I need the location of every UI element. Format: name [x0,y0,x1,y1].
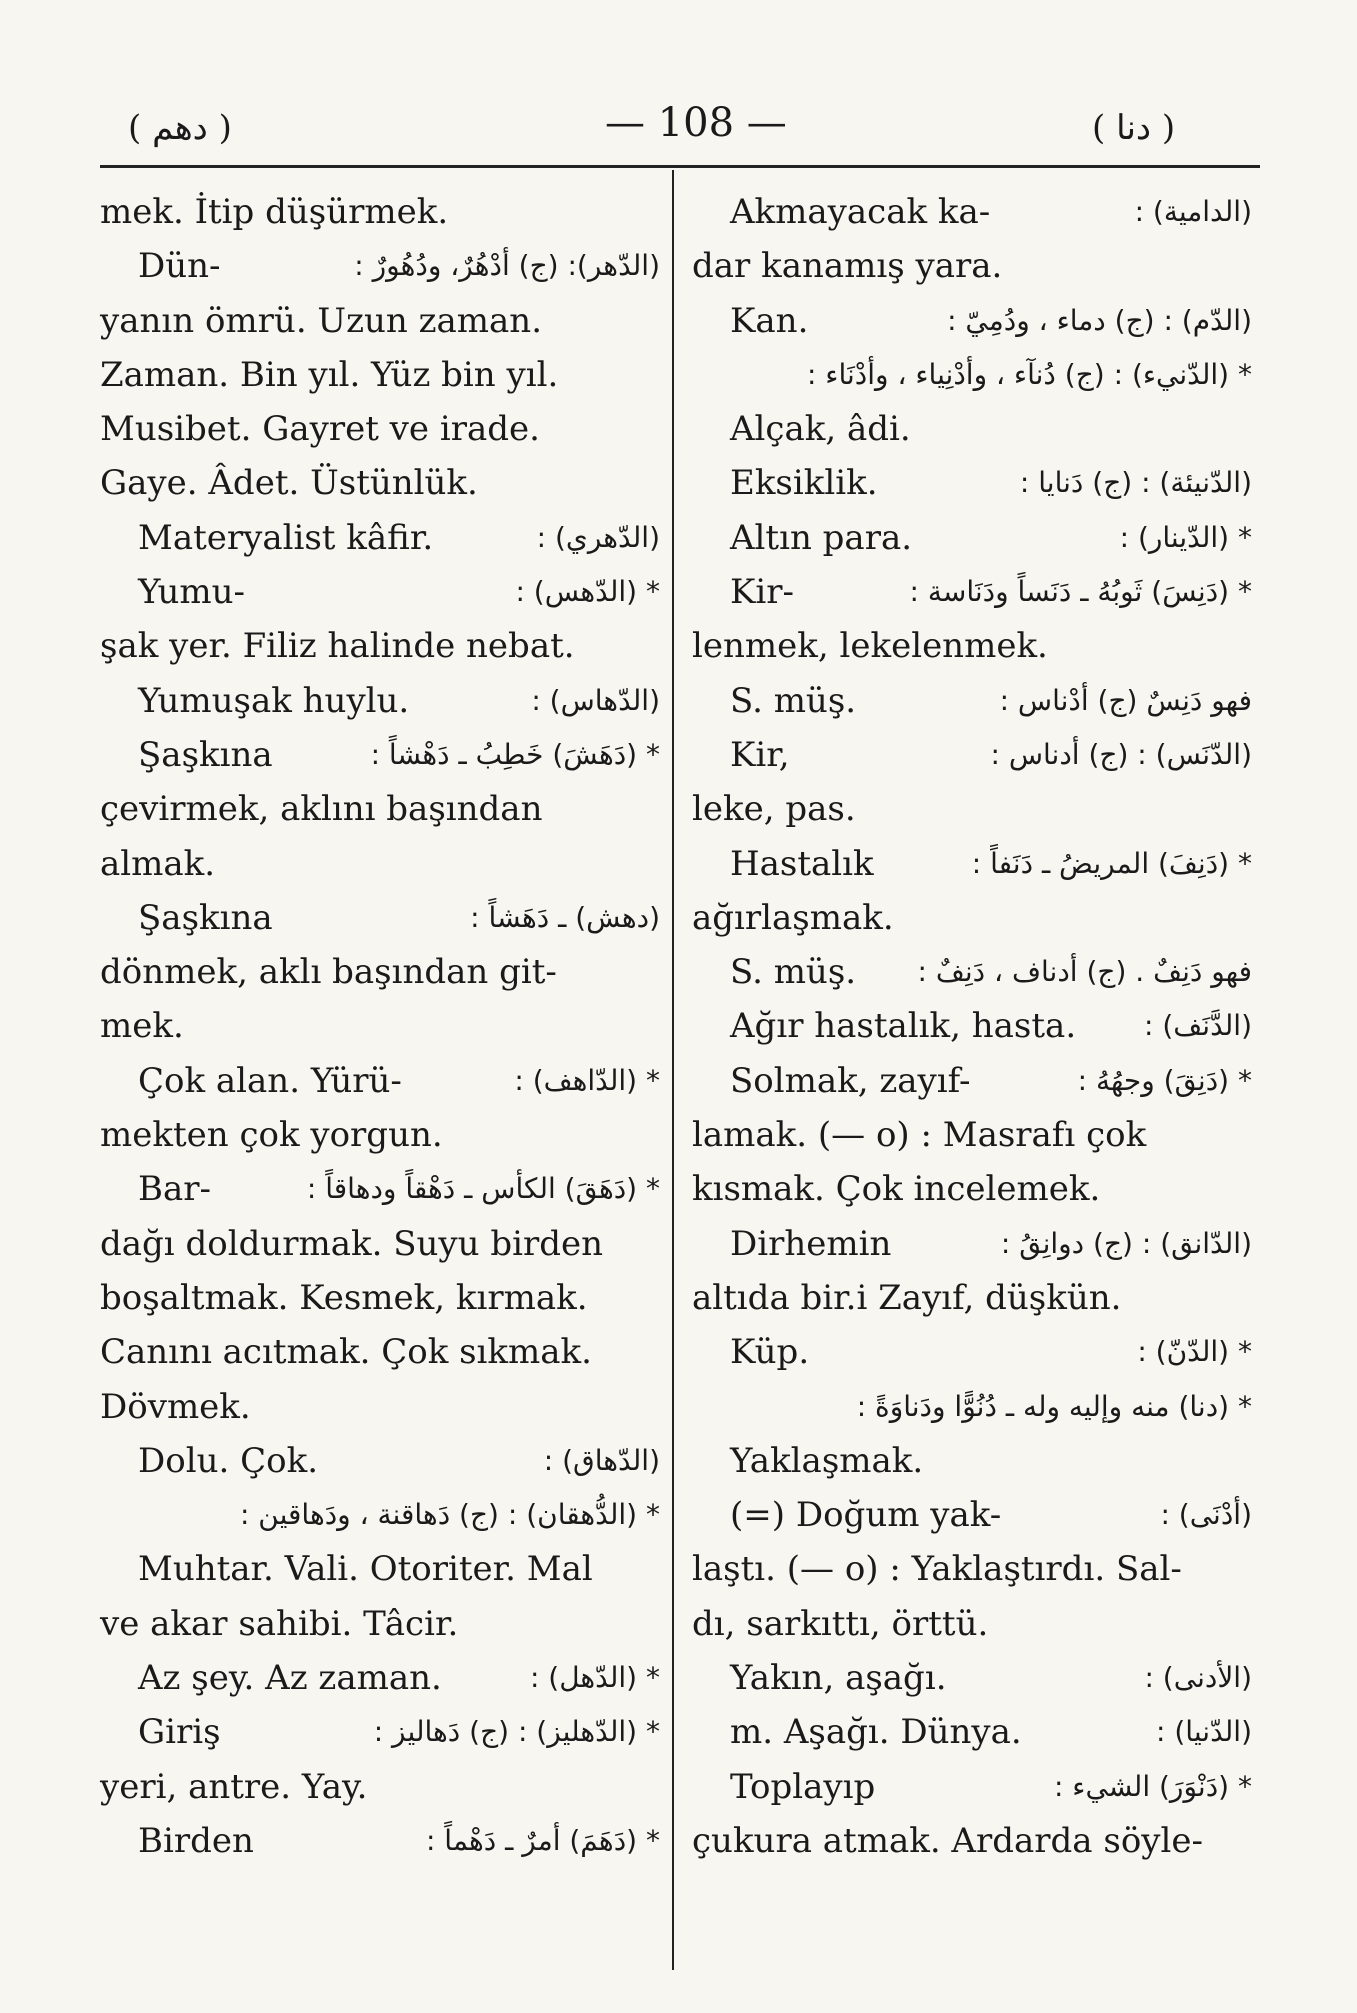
turkish-text: Alçak, âdi. [730,409,911,450]
turkish-text: Şaşkına [138,897,273,938]
dictionary-line [100,1162,660,1216]
turkish-text: Çok alan. Yürü- [138,1060,402,1101]
turkish-text: Dirhemin [730,1223,892,1264]
turkish-text: mek. İtip düşürmek. [100,192,449,232]
dictionary-line [100,402,660,456]
arabic-headword: * (دَهَقَ) الكأس ـ دَهْقاً ودهاقاً : [306,1172,660,1206]
dictionary-line [692,1488,1252,1542]
right-column [692,185,1252,1868]
dictionary-line [692,1760,1252,1814]
turkish-text: Muhtar. Vali. Otoriter. Mal [138,1549,593,1590]
dictionary-line [100,1597,660,1651]
turkish-text: şak yer. Filiz halinde nebat. [100,626,575,667]
dictionary-line [100,1380,660,1434]
turkish-text: almak. [100,843,216,884]
dictionary-line [692,1162,1252,1216]
arabic-headword: (الدّهاق) : [543,1443,660,1477]
arabic-headword: (الأدنى) : [1144,1661,1252,1695]
dictionary-line [100,999,660,1053]
turkish-text: dı, sarkıttı, örttü. [692,1603,989,1644]
turkish-text: Altın para. [730,517,913,558]
dictionary-line [692,674,1252,728]
arabic-headword: (الدّهر): (ج) أدْهُرٌ، ودُهُورٌ : [354,249,660,283]
dictionary-line [100,1108,660,1162]
header-right-keyword: ( دنا ) [1092,108,1176,148]
arabic-headword: (الدّنَس) : (ج) أدناس : [990,737,1252,771]
turkish-text: Az şey. Az zaman. [138,1658,442,1699]
turkish-text: Yakın, aşağı. [730,1658,947,1699]
turkish-text: leke, pas. [692,789,856,830]
turkish-text: boşaltmak. Kesmek, kırmak. [100,1277,588,1318]
arabic-headword: * (الدّهس) : [515,575,660,609]
turkish-text: dönmek, aklı başından git- [100,952,557,993]
turkish-text: Eksiklik. [730,463,878,504]
dictionary-line [100,1488,660,1542]
dictionary-line [692,1217,1252,1271]
turkish-text: Canını acıtmak. Çok sıkmak. [100,1332,592,1373]
arabic-headword: * (دَهَشَ) خَطِبُ ـ دَهْشاً : [370,737,660,771]
dictionary-line [692,891,1252,945]
turkish-text: yanın ömrü. Uzun zaman. [100,300,542,341]
arabic-headword: * (الدُّهقان) : (ج) دَهاقنة ، ودَهاقين : [239,1498,660,1532]
dictionary-line [100,728,660,782]
dictionary-line [100,565,660,619]
dictionary-line [100,1325,660,1379]
arabic-headword: * (دَنِفَ) المريضُ ـ دَنَفاً : [971,846,1252,880]
turkish-text: dağı doldurmak. Suyu birden [100,1223,604,1264]
arabic-headword: (الدّنيئة) : (ج) دَنايا : [1019,466,1252,500]
turkish-text: ağırlaşmak. [692,897,894,938]
turkish-text: Gaye. Âdet. Üstünlük. [100,463,478,504]
turkish-text: Akmayacak ka- [730,192,991,232]
page-header [0,0,1357,175]
arabic-headword: * (دَنِسَ) ثَوبُهُ ـ دَنَساً ودَنَاسة : [909,575,1252,609]
dictionary-line [692,185,1252,239]
dictionary-line [692,1651,1252,1705]
turkish-text: mekten çok yorgun. [100,1115,443,1156]
dictionary-line [692,837,1252,891]
dictionary-line [100,1705,660,1759]
turkish-text: Materyalist kâfir. [138,517,434,558]
dictionary-line [692,294,1252,348]
turkish-text: kısmak. Çok incelemek. [692,1169,1101,1210]
turkish-text: Toplayıp [730,1766,876,1807]
arabic-headword: * (الدّهل) : [529,1661,660,1695]
arabic-headword: فهو دَنِسٌ (ج) أدْناس : [999,683,1252,717]
turkish-text: çevirmek, aklını başından [100,789,543,830]
arabic-headword: * (الدّهليز) : (ج) دَهاليز : [373,1715,660,1749]
turkish-text: yeri, antre. Yay. [100,1766,368,1807]
dictionary-line [692,402,1252,456]
column-divider [672,170,674,1970]
arabic-headword: (أدْنَى) : [1160,1498,1252,1532]
left-column [100,185,660,1868]
dictionary-line [692,239,1252,293]
arabic-headword: (الدّهري) : [536,520,660,554]
dictionary-line [100,837,660,891]
dictionary-line [100,185,660,239]
dictionary-line [100,1054,660,1108]
arabic-headword: (الدّانق) : (ج) دوانِقُ : [1000,1226,1252,1260]
page-number: — 108 — [605,100,787,146]
dictionary-line [100,674,660,728]
turkish-text: ve akar sahibi. Tâcir. [100,1603,459,1644]
dictionary-line [692,619,1252,673]
arabic-headword: (الدامية) : [1134,195,1252,228]
arabic-headword: (الدّم) : (ج) دماء ، ودُمِيّ : [947,303,1252,337]
turkish-text: Zaman. Bin yıl. Yüz bin yıl. [100,354,559,395]
dictionary-line [692,511,1252,565]
dictionary-line [100,348,660,402]
turkish-text: S. müş. [730,952,857,993]
dictionary-line [100,619,660,673]
turkish-text: Kir, [730,734,790,775]
turkish-text: Yumu- [138,572,246,613]
turkish-text: Kir- [730,572,795,613]
turkish-text: Ağır hastalık, hasta. [730,1006,1077,1047]
dictionary-line [692,565,1252,619]
dictionary-line [100,945,660,999]
turkish-text: Giriş [138,1712,221,1753]
dictionary-line [100,456,660,510]
turkish-text: Dün- [138,246,221,287]
dictionary-line [100,1651,660,1705]
arabic-headword: * (دَنْوَرَ) الشيء : [1053,1769,1252,1803]
dictionary-line [692,728,1252,782]
arabic-headword: * (دنا) منه وإليه وله ـ دُنُوًّا ودَناوَةً : [856,1389,1252,1423]
dictionary-line [692,348,1252,402]
turkish-text: Birden [138,1820,254,1861]
turkish-text: Kan. [730,300,809,341]
turkish-text: laştı. (— o) : Yaklaştırdı. Sal- [692,1549,1182,1590]
turkish-text: m. Aşağı. Dünya. [730,1712,1022,1753]
dictionary-line [100,1217,660,1271]
arabic-headword: * (الدّنّ) : [1137,1335,1252,1369]
dictionary-line [692,1380,1252,1434]
turkish-text: S. müş. [730,680,857,721]
arabic-headword: (الدّنيا) : [1156,1715,1252,1749]
arabic-headword: * (الدّينار) : [1119,520,1252,554]
dictionary-line [100,1434,660,1488]
dictionary-line [692,945,1252,999]
dictionary-line [692,456,1252,510]
turkish-text: Yaklaşmak. [730,1440,924,1481]
turkish-text: altıda bir.i Zayıf, düşkün. [692,1277,1122,1318]
arabic-headword: (دهش) ـ دَهَشاً : [470,900,660,934]
dictionary-line [692,999,1252,1053]
turkish-text: Bar- [138,1169,211,1210]
dictionary-line [692,1814,1252,1868]
turkish-text: Musibet. Gayret ve irade. [100,409,540,450]
dictionary-line [100,891,660,945]
dictionary-line [100,294,660,348]
turkish-text: Solmak, zayıf- [730,1060,971,1101]
dictionary-line [692,1597,1252,1651]
arabic-headword: فهو دَنِفٌ . (ج) أدناف ، دَنِفٌ : [917,955,1252,989]
dictionary-line [692,1054,1252,1108]
dictionary-line [692,782,1252,836]
turkish-text: Dolu. Çok. [138,1440,319,1481]
dictionary-line [100,782,660,836]
turkish-text: Şaşkına [138,734,273,775]
dictionary-line [100,1814,660,1868]
turkish-text: Dövmek. [100,1386,251,1427]
dictionary-line [692,1271,1252,1325]
turkish-text: lenmek, lekelenmek. [692,626,1048,667]
dictionary-line [100,1271,660,1325]
turkish-text: lamak. (— o) : Masrafı çok [692,1115,1147,1156]
dictionary-line [100,239,660,293]
dictionary-line [692,1542,1252,1596]
arabic-headword: * (دَنِقَ) وجهُهُ : [1077,1063,1252,1097]
header-left-keyword: ( دهم ) [128,108,232,148]
turkish-text: Küp. [730,1332,810,1373]
turkish-text: Hastalık [730,843,874,884]
dictionary-line [100,511,660,565]
turkish-text: dar kanamış yara. [692,246,1003,287]
turkish-text: çukura atmak. Ardarda söyle- [692,1820,1203,1861]
turkish-text: Yumuşak huylu. [138,680,410,721]
arabic-headword: * (الدّاهف) : [514,1063,660,1097]
dictionary-line [692,1705,1252,1759]
turkish-text: mek. [100,1006,184,1047]
dictionary-line [100,1760,660,1814]
arabic-headword: (الدّهاس) : [531,683,660,717]
dictionary-line [692,1325,1252,1379]
dictionary-line [692,1108,1252,1162]
arabic-headword: * (دَهَمَ) أمرٌ ـ دَهْماً : [425,1823,660,1857]
arabic-headword: * (الدّنيء) : (ج) دُنآء ، وأدْنِياء ، وأدْنَاء : [806,357,1252,391]
dictionary-line [692,1434,1252,1488]
turkish-text: (=) Doğum yak- [730,1495,1002,1536]
dictionary-line [100,1542,660,1596]
header-rule [100,165,1260,168]
arabic-headword: (الدَّنَف) : [1144,1009,1252,1043]
